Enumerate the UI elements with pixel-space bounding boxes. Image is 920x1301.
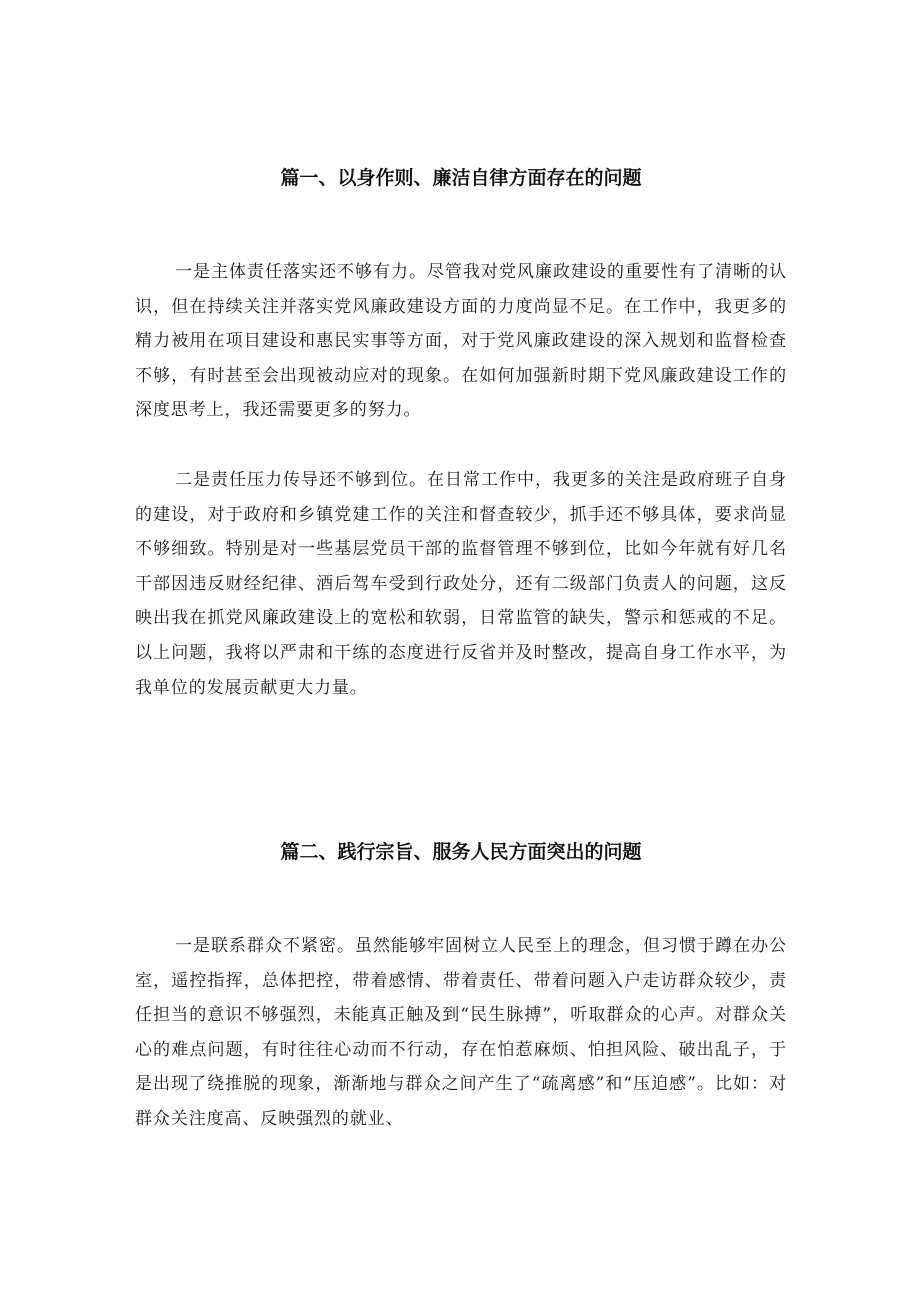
section-1-paragraph-1: 一是主体责任落实还不够有力。尽管我对党风廉政建设的重要性有了清晰的认识，但在持续关注并落实党风廉政建设方面的力度尚显不足。在工作中，我更多的精力被用在项目建设和惠民实事等方面，对于党风廉政建设的深入规划和监督检查不够，有时甚至会出现被动应对的现象。在如何加强新时期下党风廉政建设工作的深度思考上，我还需要更多的努力。: [135, 262, 787, 421]
section-2-heading: 篇二、践行宗旨、服务人民方面突出的问题: [280, 841, 642, 863]
section-1-heading: 篇一、以身作则、廉洁自律方面存在的问题: [280, 167, 642, 189]
section-2-paragraph-1: 一是联系群众不紧密。虽然能够牢固树立人民至上的理念，但习惯于蹲在办公室，遥控指挥，总体把控，带着感情、带着责任、带着问题入户走访群众较少，责任担当的意识不够强烈，未能真正触及到“民生脉搏”，听取群众的心声。对群众关心的难点问题，有时往往心动而不行动，存在怕惹麻烦、怕担风险、破出乱子，于是出现了绕推脱的现象，渐渐地与群众之间产生了“疏离感”和“压迫感”。比如：对群众关注度高、反映强烈的就业、: [135, 936, 787, 1129]
section-1-paragraph-2: 二是责任压力传导还不够到位。在日常工作中，我更多的关注是政府班子自身的建设，对于政府和乡镇党建工作的关注和督查较少，抓手还不够具体，要求尚显不够细致。特别是对一些基层党员干部的监督管理不够到位，比如今年就有好几名干部因违反财经纪律、酒后驾车受到行政处分，还有二级部门负责人的问题，这反映出我在抓党风廉政建设上的宽松和软弱，日常监管的缺失，警示和惩戒的不足。以上问题，我将以严肃和干练的态度进行反省并及时整改，提高自身工作水平，为我单位的发展贡献更大力量。: [135, 470, 787, 698]
